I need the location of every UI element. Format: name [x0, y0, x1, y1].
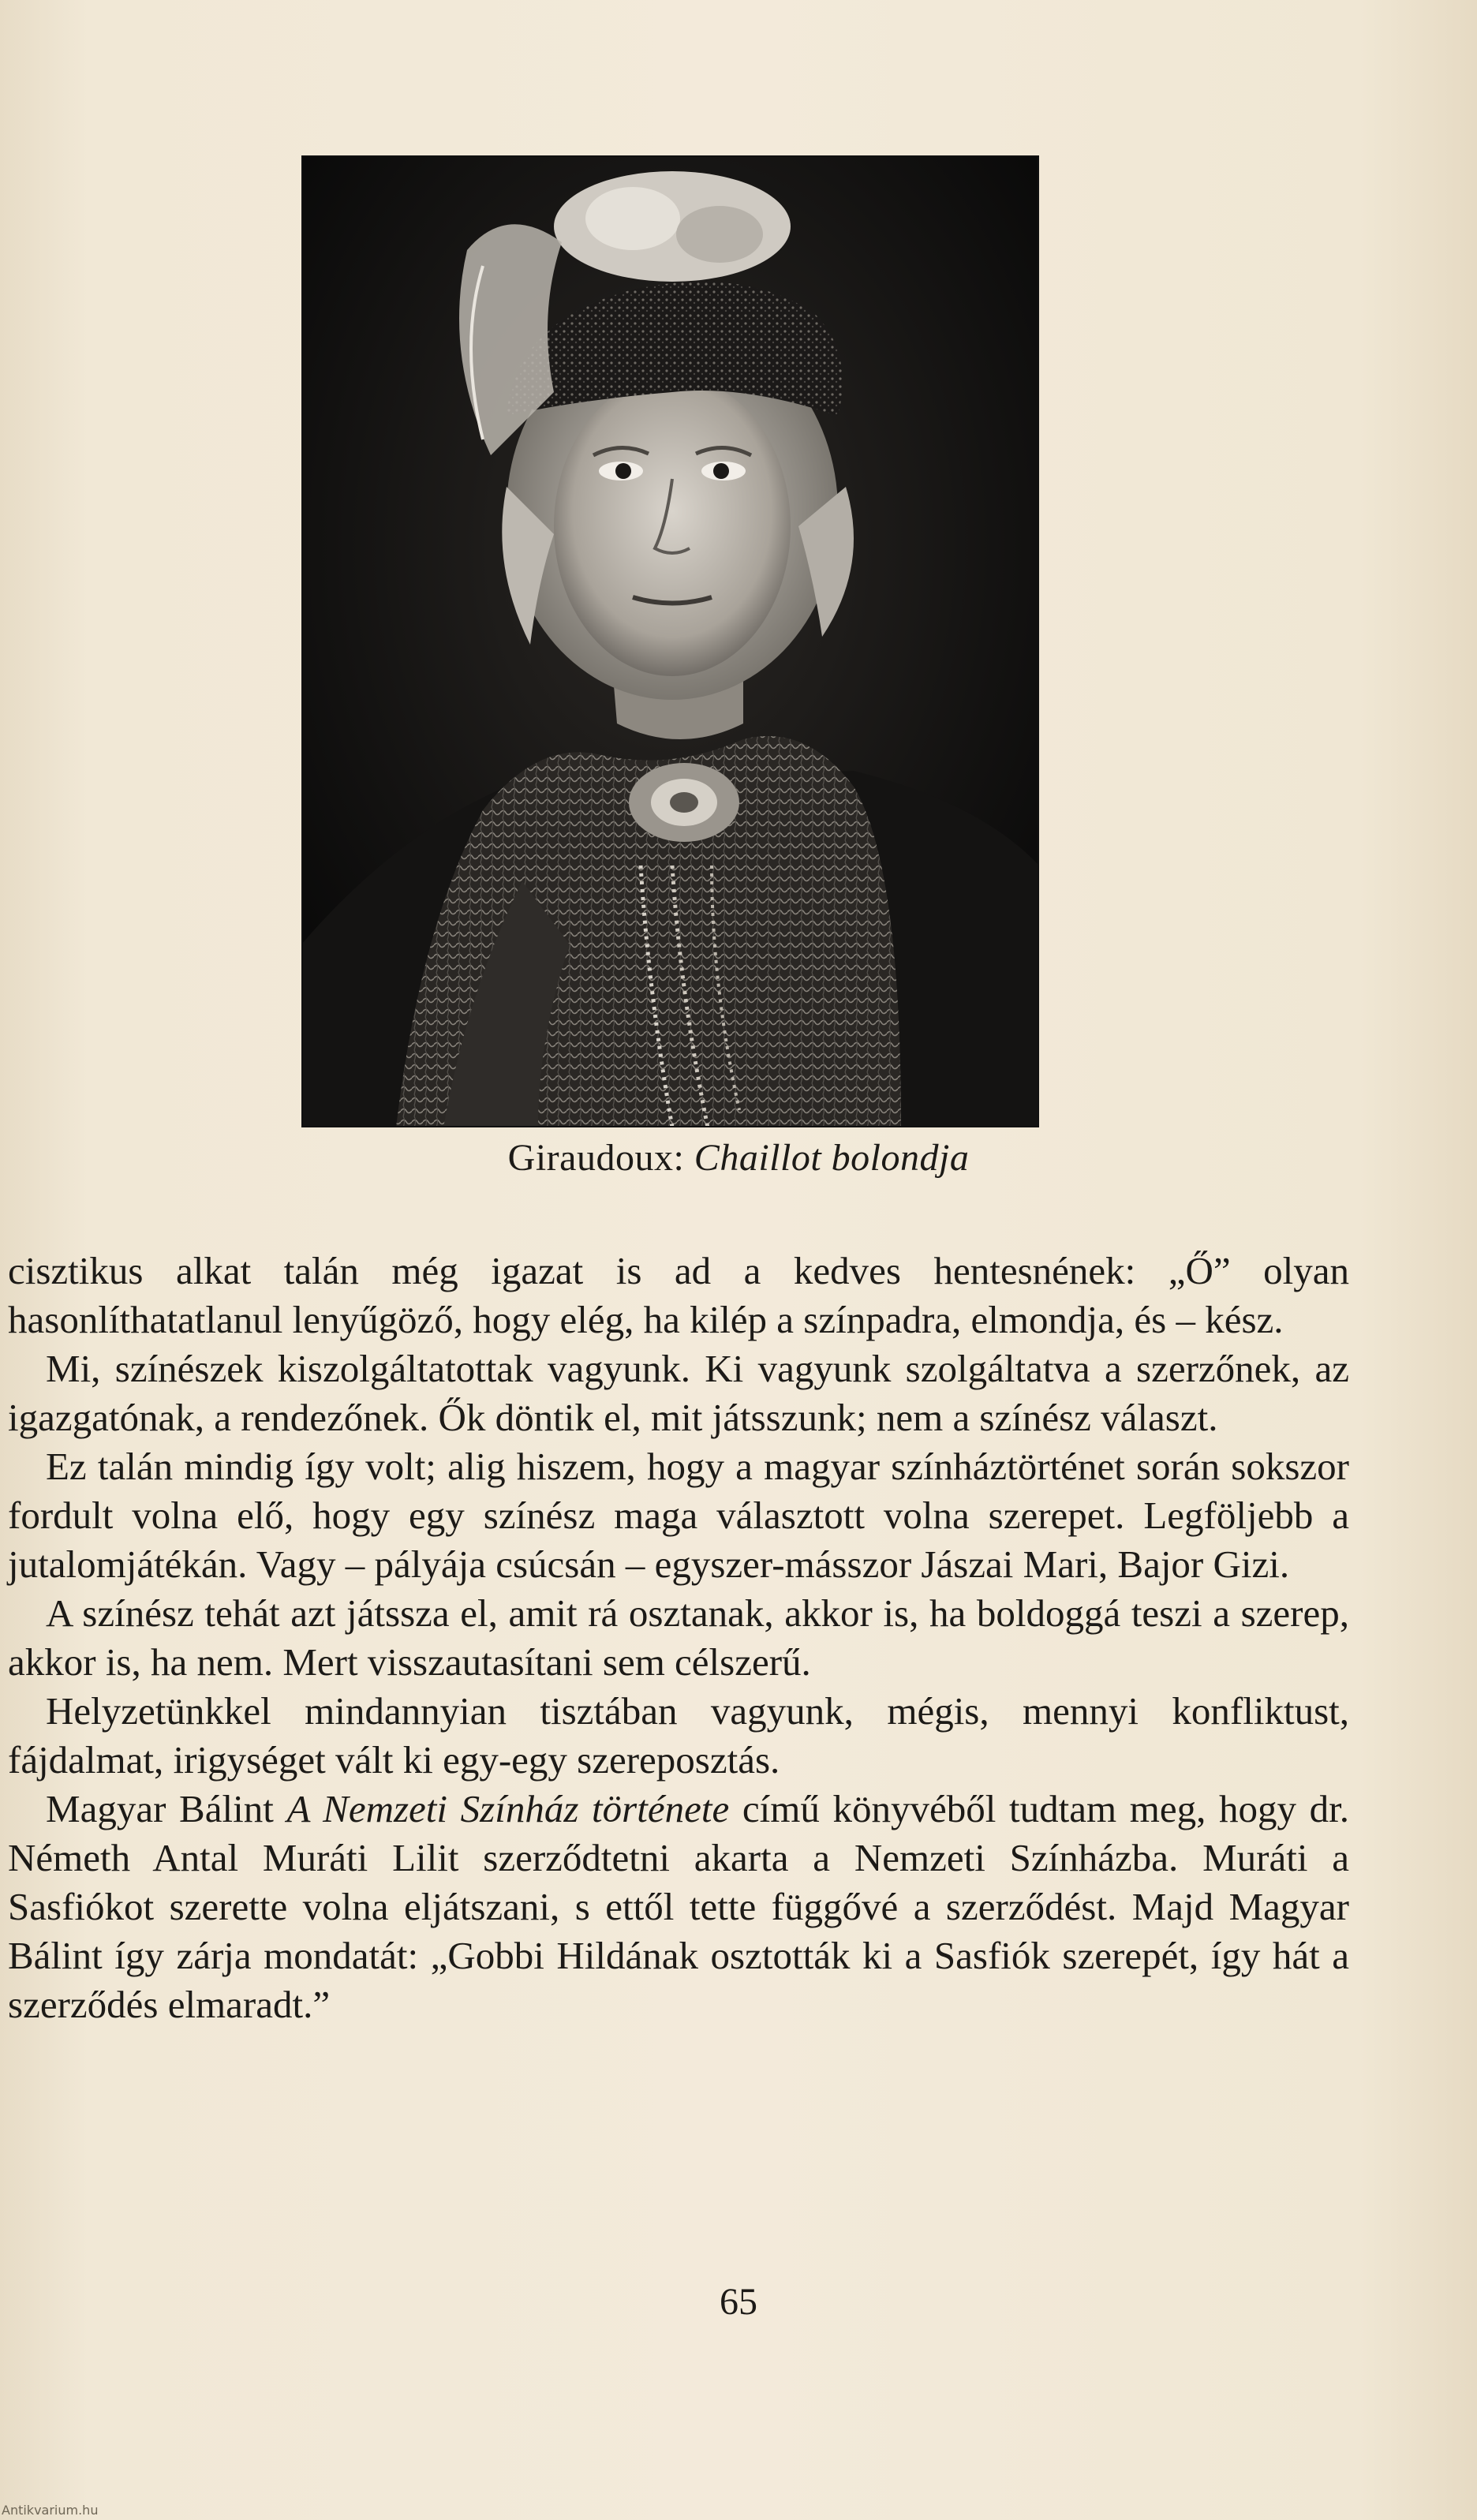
- book-title: A Nemzeti Színház története: [286, 1787, 730, 1830]
- paragraph-text: Mi, színészek kiszolgáltatottak vagyunk. Ki vagyunk szolgáltatva a szerzőnek, az igazgatónak, a rendezőnek. Ők döntik el, mit játsszunk; nem a színész választ.: [8, 1347, 1349, 1439]
- caption-author: Giraudoux:: [507, 1137, 685, 1179]
- paragraph-text: Magyar Bálint: [46, 1787, 287, 1830]
- paragraph: [8, 1785, 1349, 2029]
- paragraph-text: A színész tehát azt játssza el, amit rá osztanak, akkor is, ha boldoggá teszi a szerep, akkor is, ha nem. Mert visszautasítani sem célszerű.: [8, 1591, 1349, 1684]
- photo-caption: [0, 1136, 1477, 1180]
- paragraph: [8, 1442, 1349, 1589]
- watermark: Antikvarium.hu: [2, 2503, 99, 2518]
- paragraph: [8, 1687, 1349, 1785]
- paragraph: [8, 1589, 1349, 1687]
- page-number: 65: [720, 2281, 757, 2323]
- paragraph: [8, 1344, 1349, 1442]
- caption-title: Chaillot bolondja: [694, 1137, 970, 1179]
- paragraph-text: Ez talán mindig így volt; alig hiszem, hogy a magyar színháztörténet során sokszor fordult volna elő, hogy egy színész maga választott volna szerepet. Legföljebb a jutalomjátékán. Vagy – pályája csúcsán – egyszer-másszor Jászai Mari, Bajor Gizi.: [8, 1445, 1349, 1586]
- paragraph-text: Helyzetünkkel mindannyian tisztában vagyunk, mégis, mennyi konfliktust, fájdalmat, irigységet vált ki egy-egy szereposztás.: [8, 1689, 1349, 1782]
- paragraph-text: című könyvéből tudtam meg, hogy dr. Németh Antal Muráti Lilit szerződtetni akarta a Nemzeti Színházba. Muráti a Sasfiókot szerette volna eljátszani, s ettől tette függővé a szerződést. Majd Magyar Bálint így zárja mondatát: „Gobbi Hildának osztották ki a Sasfiók szerepét, így hát a szerződés elmaradt.”: [8, 1787, 1350, 2026]
- paragraph: [8, 1247, 1349, 1344]
- portrait-photo: [301, 155, 1039, 1127]
- portrait-photo-elderly-woman-with-feathered-hat-and-boa: [301, 155, 1039, 1127]
- body-text: [8, 1247, 1349, 2029]
- paragraph-text: cisztikus alkat talán még igazat is ad a kedves hentesnének: „Ő” olyan hasonlíthatatlanul lenyűgöző, hogy elég, ha kilép a színpadra, elmondja, és – kész.: [8, 1249, 1349, 1341]
